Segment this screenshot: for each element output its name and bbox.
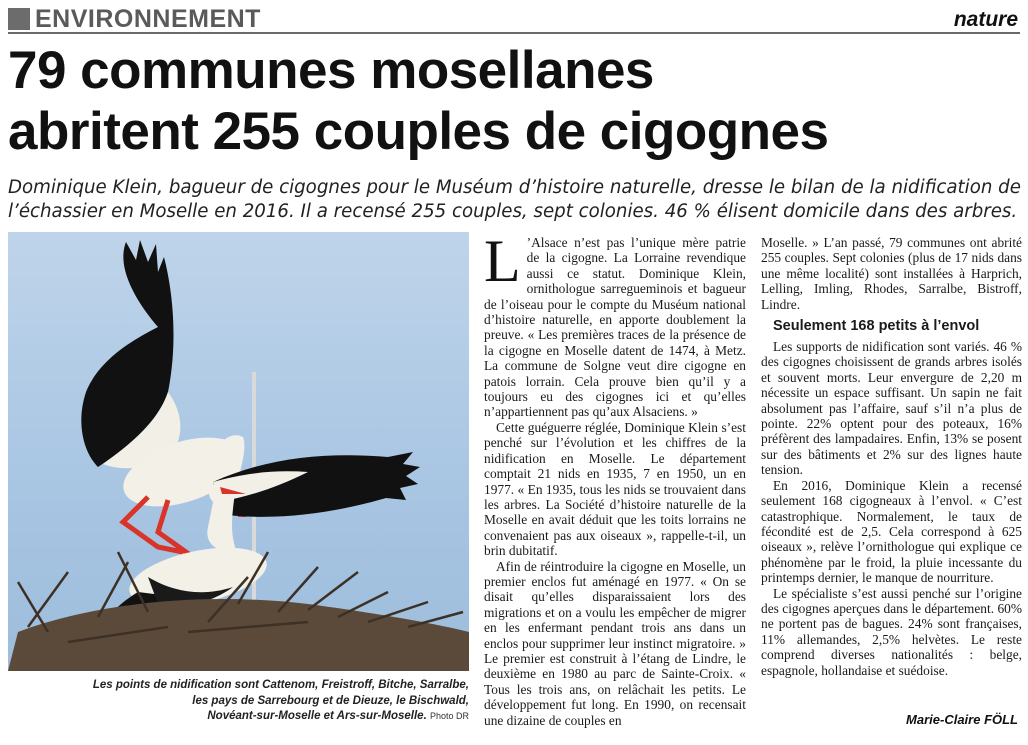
section-tag: nature (953, 8, 1018, 31)
rubric-title: ENVIRONNEMENT (35, 5, 261, 33)
stork-illustration (8, 232, 469, 671)
article-paragraph: Le spécialiste s’est aussi penché sur l’origine des cigognes aperçues dans le département. 60% ne portent pas de bagues. 24% sont françaises, 11% allemandes, 2,5% helvètes. Le reste comprend diverses nationalités : belge, espagnole, hollandaise et suédoise. (761, 585, 1022, 678)
caption-line-1: Les points de nidification sont Cattenom, Freistroff, Bitche, Sarralbe, (92, 679, 469, 691)
article-paragraph: Moselle. » L’an passé, 79 communes ont abrité 255 couples. Sept colonies (plus de 17 nids dans une même localité) sont installées à Harprich, Lelling, Imling, Rhodes, Sarralbe, Bistroff, Lindre. (761, 235, 1022, 312)
paragraph-text: ’Alsace n’est pas l’unique mère patrie de la cigogne. La Lorraine revendique aussi ce statut. Dominique Klein, ornithologue sarregueminois et bagueur de l’oiseau pour le compte du Muséum national d’histoire naturelle, en apporte doublement la preuve. « Les premières traces de la présence de la cigogne en Moselle datent de 1474, à Metz. La commune de Solgne veut dire cigogne en patois lorrain. Cela prouve bien qu’il y a toujours eu des cigognes ici et qu’elles n’appartiennent pas qu’aux Alsaciens. » (484, 235, 746, 420)
headline-line-1: 79 communes mosellanes (8, 41, 654, 100)
photo-caption (8, 678, 469, 725)
rubric-square-icon (8, 8, 30, 30)
caption-line-3: Novéant-sur-Moselle et Ars-sur-Moselle. (207, 710, 427, 723)
stork-photo (8, 232, 469, 671)
article-column-1 (484, 228, 746, 728)
author-signature: Marie-Claire FÖLL (906, 712, 1018, 727)
photo-credit: Photo DR (429, 711, 469, 722)
lede: Dominique Klein, bagueur de cigognes pour le Muséum d’histoire naturelle, dresse le bilan de la nidification de l’échassier en Moselle en 2016. Il a recensé 255 couples, sept colonies. 46 % élisent domicile dans des arbres. (8, 177, 1021, 222)
article-subhead: Seulement 168 petits à l’envol (773, 318, 980, 335)
caption-line-2: les pays de Sarrebourg et de Dieuze, le Bischwald, (192, 694, 469, 707)
headline (8, 40, 1023, 162)
article-paragraph: En 2016, Dominique Klein a recensé seulement 168 cigogneaux à l’envol. « C’est catastrophique. Normalement, le taux de fécondité est de 2,5. Cela correspond à 625 oiseaux », relève l’ornithologue qui explique ce phénomène par le froid, la pluie incessante du printemps dernier, le manque de nourriture. (761, 477, 1022, 586)
article-column-2 (761, 235, 1022, 678)
dropcap: L (484, 228, 521, 294)
article-paragraph: Afin de réintroduire la cigogne en Moselle, un premier enclos fut aménagé en 1977. « On se disait qu’elles disparaissaient lors des migrations et on a voulu les empêcher de migrer en les enfermant pendant trois ans dans un enclos pour supprimer leur instinct migratoire. » Le premier est construit à l’étang de Lindre, le deuxième en 1980 au parc de Sainte-Croix. « Tous les trois ans, on relâchait les petits. Le développement fut long. En 1990, on recensait une dizaine de couples en (484, 558, 746, 728)
article-paragraph (484, 228, 746, 420)
article-paragraph: Cette guéguerre réglée, Dominique Klein s’est penché sur l’évolution et les chiffres de la nidification en Moselle. Le département comptait 21 nids en 1935, 7 en 1950, un en 1977. « En 1935, tous les nids se trouvaient dans les arbres. La Société d’histoire naturelle de la Moselle en avait déduit que les toits lorrains ne convenaient pas aux oiseaux », rappelle-t-il, un brin dubitatif. (484, 419, 746, 559)
headline-line-2: abritent 255 couples de cigognes (8, 102, 829, 161)
article-paragraph: Les supports de nidification sont variés. 46 % des cigognes choisissent de grands arbres isolés et souvent morts. Leur envergure de 2,20 m nécessite un espace suffisant. Un sapin ne fait absolument pas l’affaire, sauf s’il n’a plus de pointe. 22% optent pour des poteaux, 16% préfèrent des lampadaires. Enfin, 13% se posent sur des bâtiments et 2% sur des lignes haute tension. (761, 339, 1022, 478)
section-header (8, 6, 1020, 34)
